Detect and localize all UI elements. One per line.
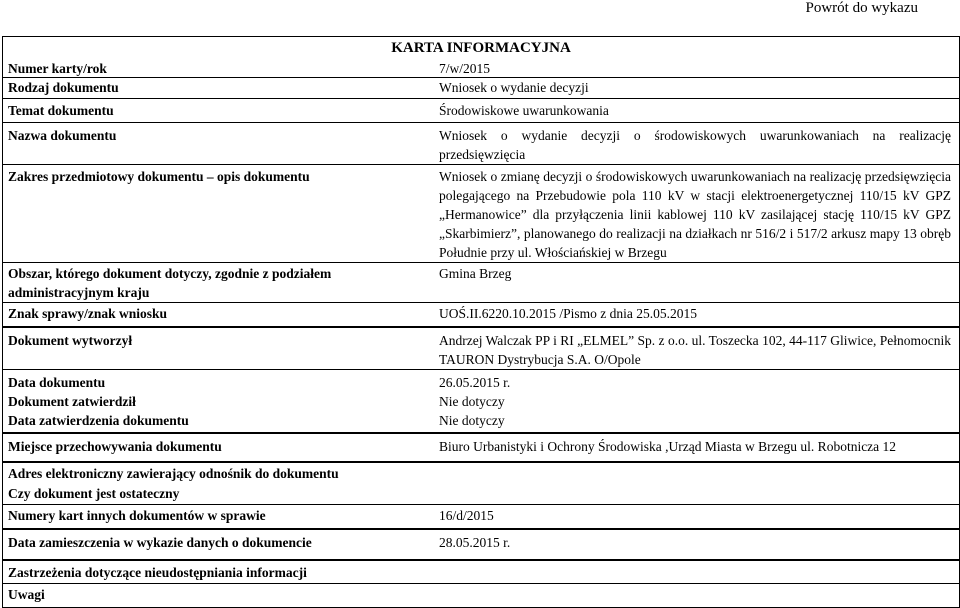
value-data-zatwierdzenia: Nie dotyczy <box>439 413 505 428</box>
value-numery-kart: 16/d/2015 <box>439 508 494 523</box>
label-zakres: Zakres przedmiotowy dokumentu – opis dokumentu <box>8 169 310 184</box>
row-rodzaj <box>3 77 959 98</box>
info-card <box>2 36 960 608</box>
label-uwagi: Uwagi <box>8 587 45 602</box>
row-zatwierdzil <box>3 392 959 411</box>
row-uwagi <box>3 583 959 608</box>
value-data-zamieszczenia: 28.05.2015 r. <box>439 535 511 550</box>
label-rodzaj: Rodzaj dokumentu <box>8 80 119 95</box>
value-miejsce: Biuro Urbanistyki i Ochrony Środowiska ,Urząd Miasta w Brzegu ul. Robotnicza 12 <box>439 439 897 454</box>
value-zatwierdzil: Nie dotyczy <box>439 394 505 409</box>
card-title: KARTA INFORMACYJNA <box>391 40 571 56</box>
value-wytworzyl: Andrzej Walczak PP i RI „ELMEL” Sp. z o.o. ul. Toszecka 102, 44-117 Gliwice, Pełnomocnik TAURON Dystrybucja S.A. O/Opole <box>439 333 951 367</box>
value-data-dokumentu: 26.05.2015 r. <box>439 375 511 390</box>
label-data-zamieszczenia: Data zamieszczenia w wykazie danych o dokumencie <box>8 535 312 550</box>
row-nazwa <box>3 122 959 164</box>
label-nazwa: Nazwa dokumentu <box>8 128 117 143</box>
row-obszar <box>3 262 959 302</box>
value-numer-karty: 7/w/2015 <box>439 61 491 76</box>
label-temat: Temat dokumentu <box>8 103 114 118</box>
value-znak: UOŚ.II.6220.10.2015 /Pismo z dnia 25.05.2015 <box>439 306 697 321</box>
row-znak <box>3 302 959 326</box>
row-adres <box>3 461 959 484</box>
row-ostateczny <box>3 484 959 504</box>
row-miejsce <box>3 432 959 461</box>
label-wytworzyl: Dokument wytworzył <box>8 333 133 348</box>
value-uwagi <box>439 585 959 607</box>
label-numer-karty: Numer karty/rok <box>8 61 107 76</box>
value-rodzaj: Wniosek o wydanie decyzji <box>439 80 589 95</box>
row-numery-kart <box>3 504 959 528</box>
label-ostateczny: Czy dokument jest ostateczny <box>8 486 180 501</box>
value-zastrzezenia <box>439 563 959 583</box>
label-zastrzezenia: Zastrzeżenia dotyczące nieudostępniania informacji <box>8 565 307 580</box>
label-data-zatwierdzenia: Data zatwierdzenia dokumentu <box>8 413 189 428</box>
value-ostateczny <box>439 484 959 504</box>
label-miejsce: Miejsce przechowywania dokumentu <box>8 439 222 454</box>
row-temat <box>3 98 959 122</box>
value-nazwa: Wniosek o wydanie decyzji o środowiskowych uwarunkowaniach na realizację przedsięwzięcia <box>439 128 951 162</box>
value-zakres: Wniosek o zmianę decyzji o środowiskowych uwarunkowaniach na realizację przedsięwzięcia polegającego na Przebudowie pola 110 kV w stacji elektroenergetycznej 110/15 kV GPZ „Hermanowice” dla przyłączenia linii kablowej 110 kV zasilającej stację 110/15 kV GPZ „Skarbimierz”, planowanego do realizacji na działkach nr 516/2 i 517/2 arkusz mapy 13 obręb Południe przy ul. Włościańskiej w Brzegu <box>439 169 951 260</box>
row-wytworzyl <box>3 326 959 369</box>
label-znak: Znak sprawy/znak wniosku <box>8 306 168 321</box>
value-obszar: Gmina Brzeg <box>439 266 512 281</box>
row-data-dokumentu <box>3 369 959 392</box>
label-numery-kart: Numery kart innych dokumentów w sprawie <box>8 508 266 523</box>
row-data-zatwierdzenia <box>3 411 959 432</box>
row-zastrzezenia <box>3 559 959 583</box>
row-zakres <box>3 164 959 262</box>
value-temat: Środowiskowe uwarunkowania <box>439 103 609 118</box>
row-numer-karty <box>3 59 959 77</box>
label-adres: Adres elektroniczny zawierający odnośnik do dokumentu <box>8 466 339 481</box>
back-to-list-link[interactable]: Powrót do wykazu <box>805 0 918 16</box>
label-obszar: Obszar, którego dokument dotyczy, zgodnie z podziałem administracyjnym kraju <box>8 266 332 300</box>
label-zatwierdzil: Dokument zatwierdził <box>8 394 136 409</box>
label-data-dokumentu: Data dokumentu <box>8 375 106 390</box>
row-data-zamieszczenia <box>3 528 959 559</box>
